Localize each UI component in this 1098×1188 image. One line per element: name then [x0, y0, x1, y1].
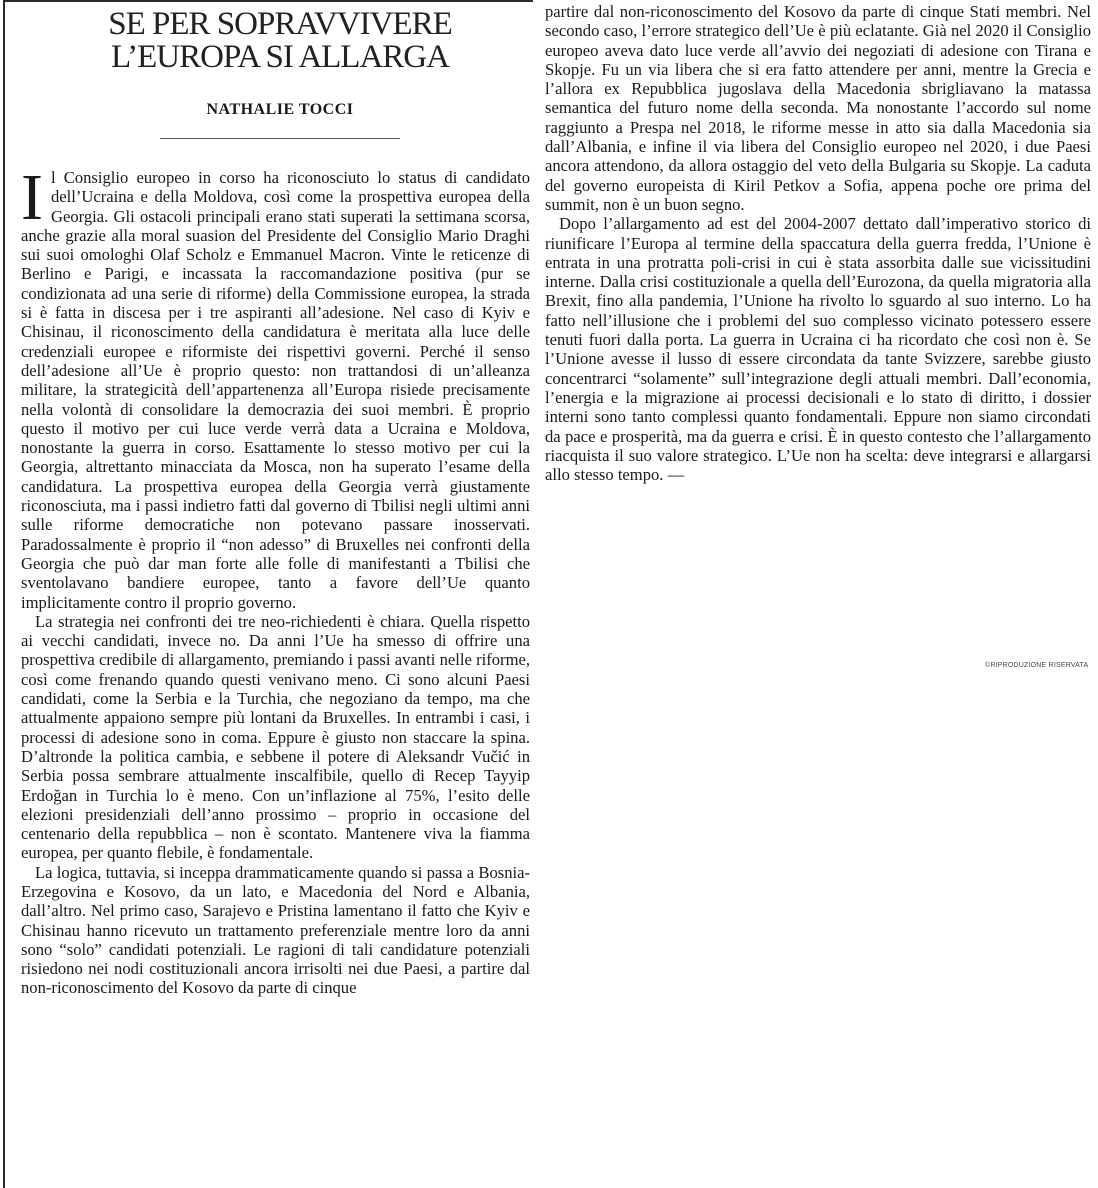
divider [160, 138, 400, 139]
copyright-notice: ©RIPRODUZIONE RISERVATA [985, 662, 1089, 669]
paragraph-4: partire dal non-riconoscimento del Kosovo da parte di cinque Stati membri. Nel secondo caso, l’errore strategico dell’Ue è più eclatante. Già nel 2020 il Consiglio europeo aveva dato luce verde all’avvio dei negoziati di adesione con Tirana e Skopje. Fu un via libera che si era fatto attendere per anni, mentre la Grecia e l’allora ex Repubblica jugoslava della Macedonia sbrigliavano la matassa semantica del futuro nome della seconda. Ma nonostante l’accordo sul nome raggiunto a Prespa nel 2018, le riforme messe in atto sia dalla Macedonia sia dall’Albania, e infine il via libera del Consiglio europeo nel 2020, i due Paesi ancora attendono, da allora ostaggio del veto della Bulgaria su Skopje. La caduta del governo europeista di Kiril Petkov a Sofia, appena poche ore prima del summit, non è un buon segno. [545, 2, 1091, 214]
left-column [21, 168, 530, 1153]
drop-cap: I [21, 168, 43, 234]
paragraph-2: La strategia nei confronti dei tre neo-richiedenti è chiara. Quella rispetto ai vecchi candidati, invece no. Da anni l’Ue ha smesso di offrire una prospettiva credibile di allargamento, premiando i passi avanti nelle riforme, così come frenando quando questi venivano meno. Ci sono alcuni Paesi candidati, come la Serbia e la Turchia, che negoziano da tempo, ma che attualmente appaiono sempre più lontani da Bruxelles. In entrambi i casi, i processi di adesione sono in coma. Eppure è giusto non staccare la spina. D’altronde la politica cambia, e sebbene il potere di Aleksandr Vučić in Serbia possa sembrare attualmente inscalfibile, quello di Recep Tayyip Erdoğan in Turchia lo è meno. Con un’inflazione al 75%, l’esito delle elezioni presidenziali dell’anno prossimo – proprio in occasione del centenario della repubblica – non è scontato. Mantenere viva la fiamma europea, per quanto flebile, è fondamentale. [21, 612, 530, 863]
paragraph-5: Dopo l’allargamento ad est del 2004-2007 dettato dall’imperativo storico di riunificare l’Europa al termine della spaccatura della guerra fredda, l’Unione è entrata in una protratta poli-crisi in cui è stata assorbita dalle sue vicissitudini interne. Dalla crisi costituzionale a quella dell’Eurozona, da quella migratoria alla Brexit, fino alla pandemia, l’Unione ha rivolto lo sguardo al suo interno. Lo ha fatto nell’illusione che i problemi del suo complesso vicinato potessero essere tenuti fuori dalla porta. La guerra in Ucraina ci ha ricordato che così non è. Se l’Unione avesse il lusso di essere circondata da tante Svizzere, sarebbe giusto concentrarci “solamente” sull’integrazione degli attuali membri. Dall’economia, l’energia e la migrazione ai processi decisionali e lo stato di diritto, i dossier interni sono tanto complessi quanto fondamentali. Eppure non siamo circondati da pace e prosperità, ma da guerra e crisi. È in questo contesto che l’allargamento riacquista il suo valore strategico. L’Ue non ha scelta: deve integrarsi e allargarsi allo stesso tempo. — [545, 214, 1091, 485]
right-column [545, 2, 1091, 652]
byline: NATHALIE TOCCI [206, 101, 354, 118]
headline-line-1: SE PER SOPRAVVIVERE [108, 6, 452, 42]
paragraph-3: La logica, tuttavia, si inceppa drammaticamente quando si passa a Bosnia-Erzegovina e Kosovo, da un lato, e Macedonia del Nord e Albania, dall’altro. Nel primo caso, Sarajevo e Pristina lamentano il fatto che Kyiv e Chisinau hanno ricevuto un trattamento preferenziale mentre loro da anni sono “solo” candidati potenziali. Le ragioni di tali candidature potenziali risiedono nei nodi costituzionali ancora irrisolti nei due Paesi, a partire dal non-riconoscimento del Kosovo da parte di cinque [21, 862, 530, 998]
paragraph-1: Il Consiglio europeo in corso ha riconosciuto lo status di candidato dell’Ucraina e della Moldova, così come la prospettiva europea della Georgia. Gli ostacoli principali erano stati superati la settimana scorsa, anche grazie alla moral suasion del Presidente del Consiglio Mario Draghi sui suoi omologhi Olaf Scholz e Emmanuel Macron. Vinte le reticenze di Berlino e Parigi, e incassata la raccomandazione positiva (pur se condizionata ad una serie di riforme) della Commissione europea, la strada si è fatta in discesa per i tre aspiranti all’adesione. Nel caso di Kyiv e Chisinau, il riconoscimento della candidatura è meritata alla luce delle credenziali europee e riformiste dei rispettivi governi. Perché il senso dell’adesione all’Ue è proprio questo: non trattandosi di un’alleanza militare, la strategicità dell’appartenenza all’Europa risiede precisamente nella volontà di consolidare la democrazia dei suoi membri. È proprio questo il motivo per cui luce verde verrà data a Ucraina e Moldova, nonostante la guerra in corso. Esattamente lo stesso motivo per cui la Georgia, altrettanto minacciata da Mosca, non ha superato l’esame della candidatura. La prospettiva europea della Georgia verrà giustamente riconosciuta, ma i passi indietro fatti dal governo di Tbilisi negli ultimi anni sulle riforme democratiche non potevano passare inosservati. Paradossalmente è proprio il “non adesso” di Bruxelles nei confronti della Georgia che può dar man forte alle folle di manifestanti a Tbilisi che sventolavano bandiere europee, tanto a favore dell’Ue quanto implicitamente contro il proprio governo. [21, 168, 530, 612]
headline-line-2: L’EUROPA SI ALLARGA [111, 39, 449, 75]
headline [40, 8, 520, 74]
